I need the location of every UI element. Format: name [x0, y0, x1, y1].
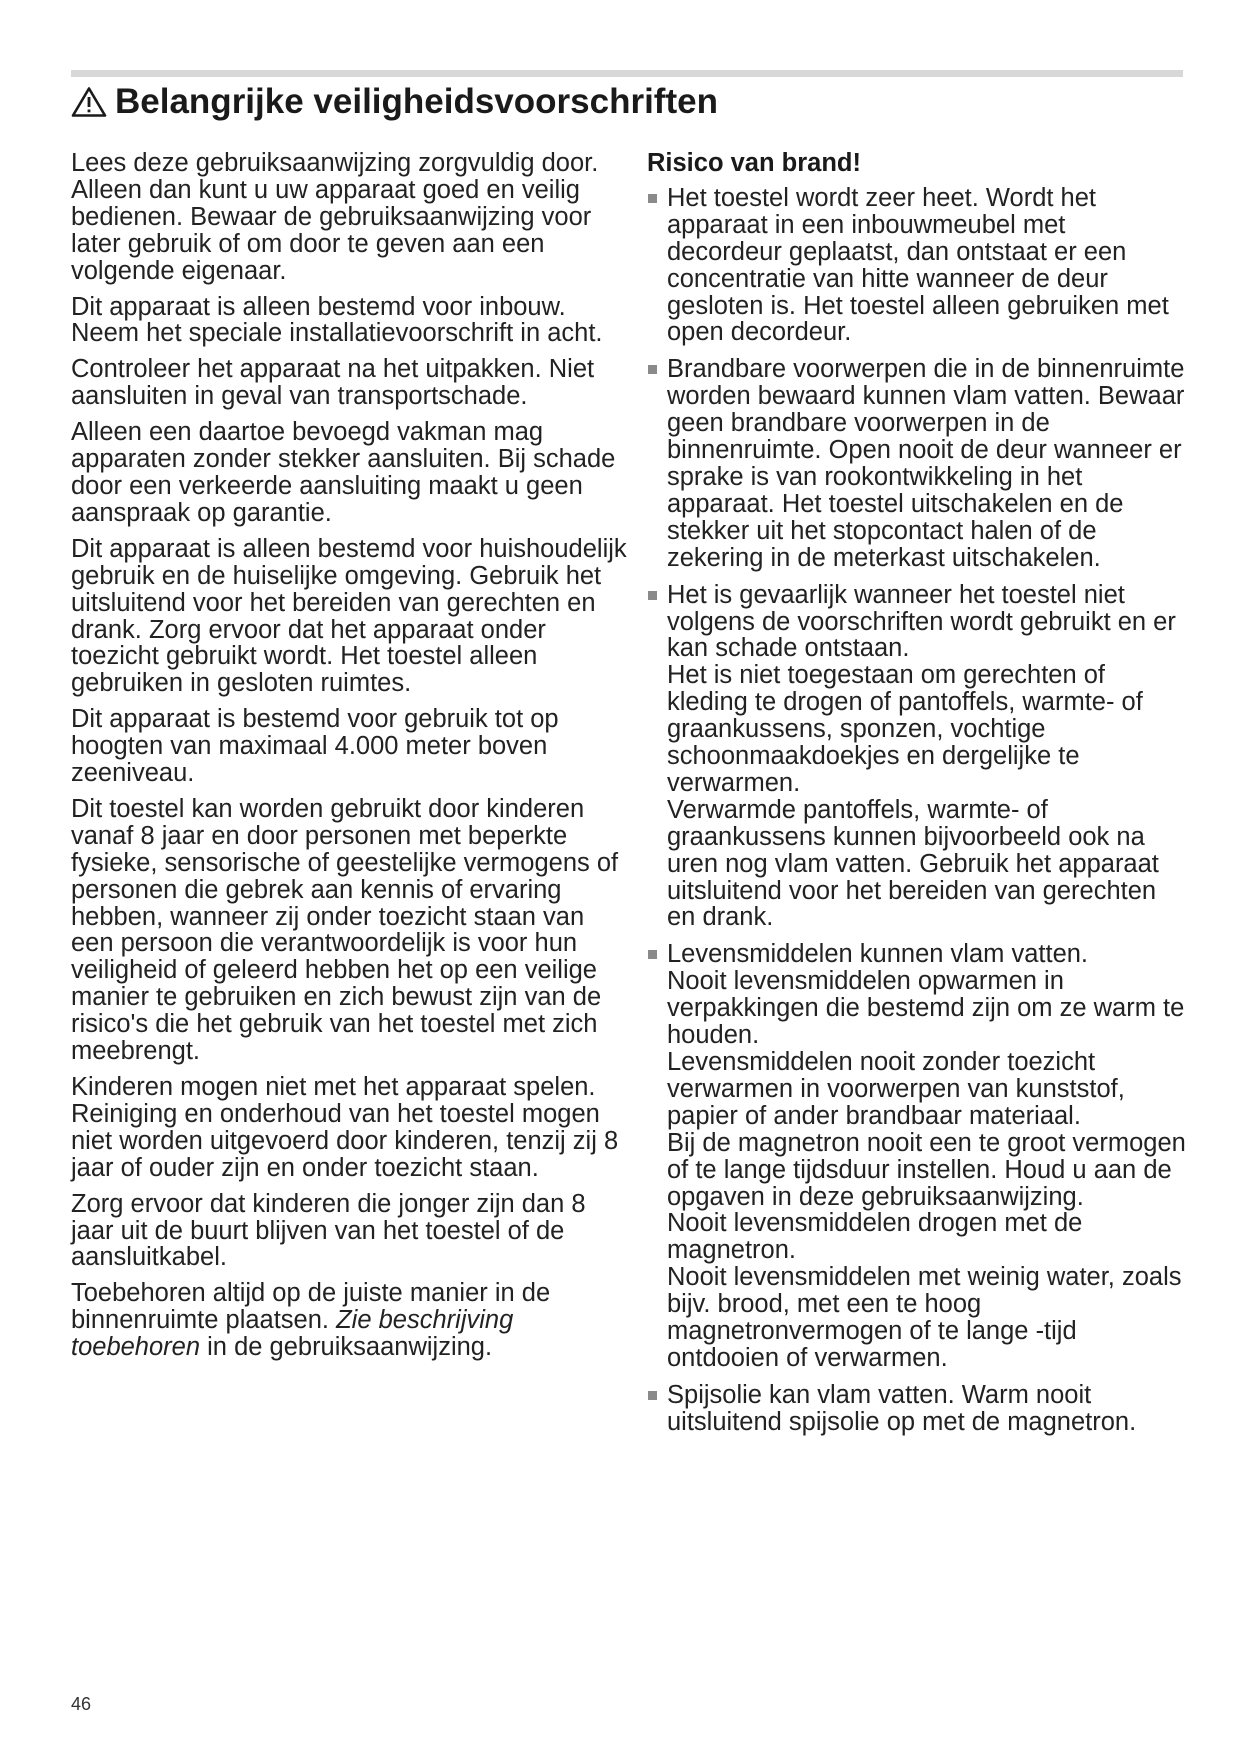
- page-title: [71, 80, 718, 124]
- list-item-text: Brandbare voorwerpen die in de binnenruimte worden bewaard kunnen vlam vatten. Bewaar geen brandbare voorwerpen in de binnenruimte. Open nooit de deur wanneer er sprake is van rookontwikkeling in het apparaat. Het toestel uitschakelen en de stekker uit het stopcontact halen of de zekering in de meterkast uitschakelen.: [667, 355, 1185, 572]
- list-item-text: Nooit levensmiddelen met weinig water, zoals bijv. brood, met een te hoog magnetronvermogen of te lange -tijd ontdooien of verwarmen.: [667, 1263, 1182, 1372]
- accessories-text: Toebehoren altijd op de juiste manier in de binnenruimte plaatsen.: [71, 1279, 551, 1335]
- warning-triangle-icon: [71, 86, 107, 118]
- paragraph-children-keep-away: Zorg ervoor dat kinderen die jonger zijn dan 8 jaar uit de buurt blijven van het toestel of de aansluitkabel.: [71, 1189, 586, 1272]
- paragraph-altitude-limit: Dit apparaat is bestemd voor gebruik tot op hoogten van maximaal 4.000 meter boven zeeniveau.: [71, 705, 559, 788]
- top-rule: [71, 70, 1183, 77]
- list-item-text: Nooit levensmiddelen drogen met de magnetron.: [667, 1209, 1083, 1265]
- list-item-text: Het is gevaarlijk wanneer het toestel niet volgens de voorschriften wordt gebruikt en er kan schade ontstaan.: [667, 580, 1176, 663]
- list-item-text: Spijsolie kan vlam vatten. Warm nooit uitsluitend spijsolie op met de magnetron.: [667, 1380, 1137, 1436]
- list-item-text: Verwarmde pantoffels, warmte- of graankussens kunnen bijvoorbeeld ook na uren nog vlam vatten. Gebruik het apparaat uitsluitend voor het bereiden van gerechten en drank.: [667, 795, 1159, 932]
- list-item: [647, 941, 1187, 1372]
- paragraph-children-and-persons: Dit toestel kan worden gebruikt door kinderen vanaf 8 jaar en door personen met beperkte fysieke, sensorische of geestelijke vermogens of personen die gebrek aan kennis of ervaring hebben, wanneer zij onder toezicht staan van een persoon die verantwoordelijk is voor hun veiligheid of geleerd hebben het op een veilige manier te gebruiken en zich bewust zijn van de risico's die het gebruik van het toestel met zich meebrengt.: [71, 794, 619, 1066]
- square-bullet-icon: [648, 591, 657, 600]
- right-column: [647, 150, 1187, 1446]
- square-bullet-icon: [648, 365, 657, 374]
- list-item-text: Nooit levensmiddelen opwarmen in verpakkingen die bestemd zijn om ze warm te houden.: [667, 967, 1185, 1050]
- list-item-text: Levensmiddelen kunnen vlam vatten.: [667, 940, 1089, 969]
- page-title-text: Belangrijke veiligheidsvoorschriften: [115, 82, 718, 121]
- list-item: [647, 1382, 1187, 1436]
- paragraph-household-use: Dit apparaat is alleen bestemd voor huishoudelijk gebruik en de huiselijke omgeving. Gebruik het uitsluitend voor het bereiden van gerechten en drank. Zorg ervoor dat het apparaat onder toezicht gebruikt wordt. Het toestel alleen gebruiken in gesloten ruimtes.: [71, 534, 627, 698]
- list-item-text: Bij de magnetron nooit een te groot vermogen of te lange tijdsduur instellen. Houd u aan de opgaven in deze gebruiksaanwijzing.: [667, 1128, 1186, 1211]
- section-heading-fire-risk: Risico van brand!: [647, 149, 861, 177]
- list-item-text: Het is niet toegestaan om gerechten of kleding te drogen of pantoffels, warmte- of graankussens, sponzen, vochtige schoonmaakdoekjes en dergelijke te verwarmen.: [667, 661, 1143, 797]
- paragraph-qualified-installer: Alleen een daartoe bevoegd vakman mag apparaten zonder stekker aansluiten. Bij schade door een verkeerde aansluiting maakt u geen aanspraak op garantie.: [71, 418, 616, 527]
- list-item-text: Het toestel wordt zeer heet. Wordt het apparaat in een inbouwmeubel met decordeur geplaatst, dan ontstaat er een concentratie van hitte wanneer de deur gesloten is. Het toestel alleen gebruiken met open decordeur.: [667, 183, 1169, 347]
- square-bullet-icon: [648, 194, 657, 203]
- list-item-text: Levensmiddelen nooit zonder toezicht verwarmen in voorwerpen van kunststof, papier of ander brandbaar materiaal.: [667, 1048, 1125, 1130]
- accessories-text-end: in de gebruiksaanwijzing.: [207, 1333, 493, 1362]
- fire-risk-list: [647, 185, 1187, 1436]
- paragraph-children-no-play: Kinderen mogen niet met het apparaat spelen. Reiniging en onderhoud van het toestel mogen niet worden uitgevoerd door kinderen, tenzij zij 8 jaar of ouder zijn en onder toezicht staan.: [71, 1073, 619, 1182]
- page-number: 46: [71, 1694, 92, 1714]
- list-item: [647, 356, 1187, 571]
- square-bullet-icon: [648, 950, 657, 959]
- square-bullet-icon: [648, 1391, 657, 1400]
- list-item: [647, 185, 1187, 346]
- list-item: [647, 582, 1187, 932]
- paragraph-read-instructions: Lees deze gebruiksaanwijzing zorgvuldig door. Alleen dan kunt u uw apparaat goed en veilig bedienen. Bewaar de gebruiksaanwijzing voor later gebruik of om door te geven aan een volgende eigenaar.: [71, 149, 599, 285]
- accessories-reference-link[interactable]: Zie beschrijving toebehoren: [71, 1306, 514, 1362]
- paragraph-check-after-unpacking: Controleer het apparaat na het uitpakken. Niet aansluiten in geval van transportschade.: [71, 355, 595, 411]
- paragraph-built-in-only: Dit apparaat is alleen bestemd voor inbouw. Neem het speciale installatievoorschrift in acht.: [71, 292, 603, 348]
- paragraph-accessories: [71, 1280, 631, 1361]
- left-column: [71, 150, 631, 1370]
